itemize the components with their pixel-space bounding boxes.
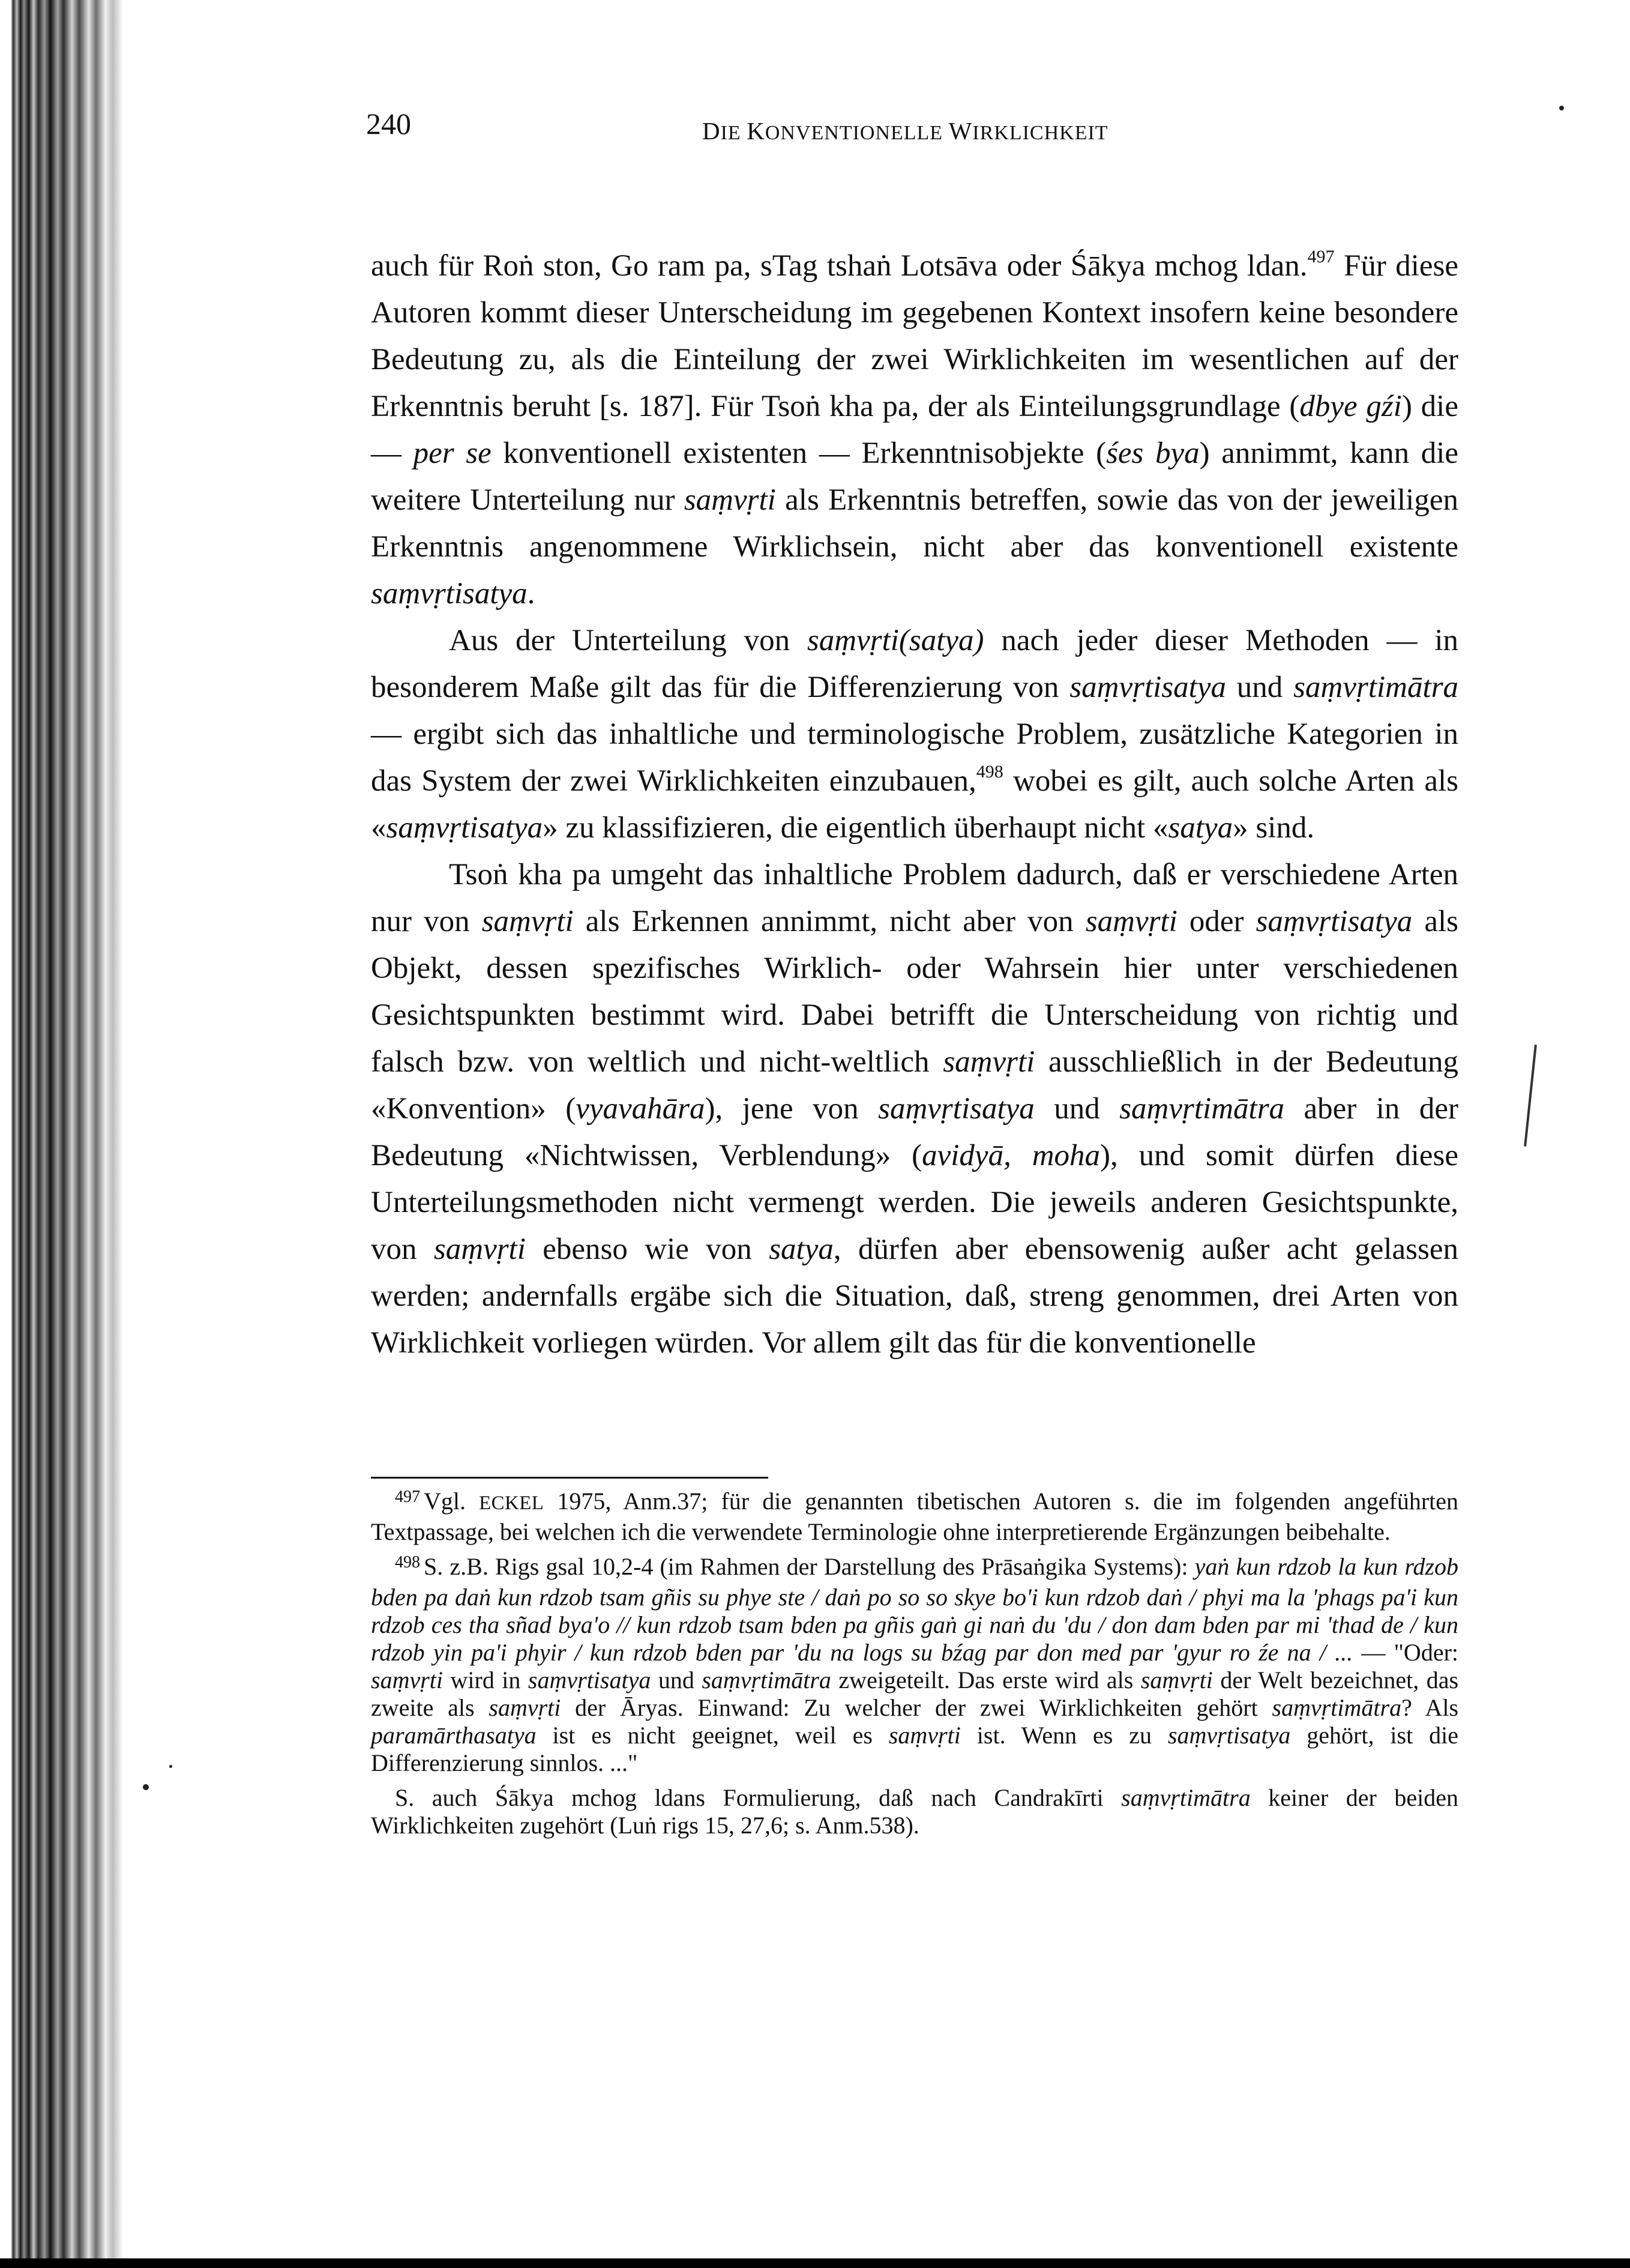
emphasis: saṃvṛtimātra <box>1272 1694 1402 1721</box>
tibetan-quote: yaṅ kun rdzob la kun rdzob bden pa daṅ kun rdzob tsam gñis su phye ste / daṅ po so so skye bo'i kun rdzob daṅ / phyi ma la 'phags pa'i kun rdzob ces tha sñad bya'o // kun rdzob tsam bden pa gñis gaṅ gi naṅ du 'du / don dam bden par mi 'thad de / kun rdzob yin pa'i phyir / kun rdzob bden par 'du na logs su bźag par don med par 'gyur ro źe na / ... <box>371 1553 1458 1666</box>
emphasis: per se <box>413 436 492 470</box>
text-run: 1975, Anm.37; für die genannten tibetischen Autoren s. die im folgenden angeführten Textpassage, bei welchen ich die verwendete Terminologie ohne interpretierende Ergänzungen beibehalte. <box>371 1488 1459 1545</box>
text-run: . <box>527 577 535 611</box>
running-head-cap: W <box>948 117 973 145</box>
text-run: als Erkenntnis betreffen, sowie das von der jeweiligen Erkenntnis angenommene Wirklichsein, nicht aber das konventionell existente <box>371 483 1458 564</box>
footnote-number: 497 <box>395 1488 420 1506</box>
emphasis: saṃvṛtisatya <box>386 811 543 845</box>
text-run: ), jene von <box>705 1092 879 1126</box>
scan-speck <box>1559 106 1564 110</box>
text-run: ist es nicht geeignet, weil es <box>536 1722 889 1749</box>
text-run: nach jeder dieser Methoden — in besonderem Maße gilt das für die Differenzierung von <box>371 624 1459 704</box>
text-run: wobei es gilt, auch solche Arten als « <box>371 764 1458 845</box>
text-run: ) annimmt, kann die weitere Unterteilung nur <box>371 436 1459 517</box>
emphasis: saṃvṛtimātra <box>1293 671 1459 704</box>
footnotes <box>371 1488 1458 1847</box>
emphasis: saṃvṛtisatya <box>1167 1722 1291 1749</box>
emphasis: paramārthasatya <box>371 1722 537 1749</box>
text-run: keiner der beiden Wirklichkeiten zugehört (Luṅ rigs 15, 27,6; s. Anm.538). <box>371 1784 1458 1839</box>
text-run: ebenso wie von <box>525 1232 769 1266</box>
emphasis: saṃvṛtisatya <box>528 1666 651 1693</box>
emphasis: saṃvṛti <box>371 1666 443 1693</box>
emphasis: saṃvṛtisatya <box>371 577 528 611</box>
text-run: als Erkennen annimmt, nicht aber von <box>573 905 1086 938</box>
text-run: und <box>1034 1092 1120 1126</box>
text-run: und <box>651 1666 702 1693</box>
text-run: ? Als <box>1401 1694 1459 1721</box>
emphasis: vyavahāra <box>576 1092 705 1126</box>
text-run: » sind. <box>1233 811 1315 845</box>
text-run: oder <box>1177 905 1256 938</box>
text-run: zweigeteilt. Das erste wird als <box>831 1666 1141 1693</box>
footnote-separator <box>371 1477 768 1479</box>
running-head-text: ONVENTIONELLE <box>765 122 949 144</box>
paragraph-1 <box>371 243 1458 617</box>
text-run: ausschließlich in der Bedeutung «Konvention» ( <box>371 1045 1458 1126</box>
running-head-cap: D <box>702 117 721 145</box>
bottom-edge <box>0 2258 1630 2268</box>
text-run: ), und somit dürfen diese Unterteilungsmethoden nicht vermengt werden. Die jeweils anderen Gesichtspunkte, von <box>371 1139 1458 1266</box>
emphasis: saṃvṛti <box>888 1722 961 1749</box>
text-run: S. z.B. Rigs gsal 10,2-4 (im Rahmen der Darstellung des Prāsaṅgika Systems): <box>424 1553 1195 1580</box>
paragraph-3 <box>371 851 1458 1366</box>
text-run: konventionell existenten — Erkenntnisobjekte ( <box>491 436 1107 470</box>
running-head-text: IE <box>720 122 747 144</box>
page-number: 240 <box>366 107 411 140</box>
footnote-497 <box>371 1488 1458 1546</box>
emphasis: satya <box>769 1232 834 1266</box>
footnote-ref: 497 <box>1307 247 1335 267</box>
emphasis: saṃvṛti <box>1085 905 1177 938</box>
emphasis: saṃvṛti <box>433 1232 526 1266</box>
text-run: S. auch Śākya mchog ldans Formulierung, daß nach Candrakīrti <box>395 1784 1122 1811</box>
emphasis: saṃvṛti <box>684 483 776 517</box>
text-run: der Welt bezeichnet, das zweite als <box>371 1666 1459 1721</box>
running-head <box>702 119 1108 145</box>
text-run: Vgl. <box>424 1488 480 1515</box>
emphasis: saṃvṛti(satya) <box>807 624 984 657</box>
footnote-ref: 498 <box>976 762 1003 782</box>
paragraph-2 <box>371 617 1458 851</box>
footnote-number: 498 <box>395 1553 420 1572</box>
text-run: gehört, ist die Differenzierung sinnlos. ..." <box>371 1722 1459 1776</box>
scan-speck <box>169 1765 172 1768</box>
text-run: ist. Wenn es zu <box>960 1722 1168 1749</box>
footnote-498-continued <box>371 1784 1458 1839</box>
text-run: — ergibt sich das inhaltliche und terminologische Problem, zusätzliche Kategorien in das System der zwei Wirklichkeiten einzubauen, <box>371 717 1458 798</box>
emphasis: avidyā, moha <box>922 1139 1101 1172</box>
text-run: Aus der Unterteilung von <box>449 624 807 657</box>
footnote-498 <box>371 1553 1458 1777</box>
text-run: — "Oder: <box>1353 1639 1459 1666</box>
text-run: Für diese Autoren kommt dieser Unterscheidung im gegebenen Kontext insofern keine besondere Bedeutung zu, als die Einteilung der zwei Wirklichkeiten im wesentlichen auf der Erkenntnis beruht [s. 187]. Für Tsoṅ kha pa, der als Einteilungsgrundlage ( <box>371 249 1458 423</box>
emphasis: saṃvṛti <box>481 905 574 938</box>
emphasis: śes bya <box>1106 436 1200 470</box>
text-run: ) die — <box>371 390 1458 470</box>
emphasis: saṃvṛtisatya <box>1256 905 1413 938</box>
author-name: ECKEL <box>479 1492 544 1514</box>
emphasis: dbye gźi <box>1299 390 1402 423</box>
text-run: Tsoṅ kha pa umgeht das inhaltliche Problem dadurch, daß er verschiedene Arten nur von <box>371 858 1458 938</box>
running-head-cap: K <box>747 117 765 145</box>
emphasis: saṃvṛti <box>489 1694 561 1721</box>
emphasis: saṃvṛtimātra <box>1121 1784 1251 1811</box>
emphasis: saṃvṛtisatya <box>1069 671 1226 704</box>
text-run: wird in <box>443 1666 528 1693</box>
emphasis: saṃvṛtimātra <box>702 1666 831 1693</box>
text-run: als Objekt, dessen spezifisches Wirklich- oder Wahrsein hier unter verschiedenen Gesichtspunkten bestimmt wird. Dabei betrifft die Unterscheidung von richtig und falsch bzw. von weltlich und nicht-weltlich <box>371 905 1459 1079</box>
text-run: auch für Roṅ ston, Go ram pa, sTag tshaṅ Lotsāva oder Śākya mchog ldan. <box>371 249 1308 283</box>
scan-speck <box>143 1784 149 1790</box>
text-run: , dürfen aber ebensowenig außer acht gelassen werden; andernfalls ergäbe sich die Situation, daß, streng genommen, drei Arten von Wirklichkeit vorliegen würden. Vor allem gilt das für die konventionelle <box>371 1232 1458 1360</box>
emphasis: satya <box>1168 811 1233 845</box>
text-run: aber in der Bedeutung «Nichtwissen, Verblendung» ( <box>371 1092 1459 1172</box>
emphasis: saṃvṛtimātra <box>1119 1092 1285 1126</box>
emphasis: saṃvṛti <box>943 1045 1035 1079</box>
emphasis: saṃvṛtisatya <box>878 1092 1035 1126</box>
margin-pencil-mark <box>1524 1045 1537 1146</box>
binding-shadow <box>0 0 123 2268</box>
text-run: der Āryas. Einwand: Zu welcher der zwei Wirklichkeiten gehört <box>561 1694 1272 1721</box>
text-run: und <box>1226 671 1294 704</box>
running-head-text: IRKLICHKEIT <box>972 122 1108 144</box>
main-text <box>371 243 1458 1366</box>
text-run: » zu klassifizieren, die eigentlich überhaupt nicht « <box>543 811 1168 845</box>
emphasis: saṃvṛti <box>1140 1666 1213 1693</box>
